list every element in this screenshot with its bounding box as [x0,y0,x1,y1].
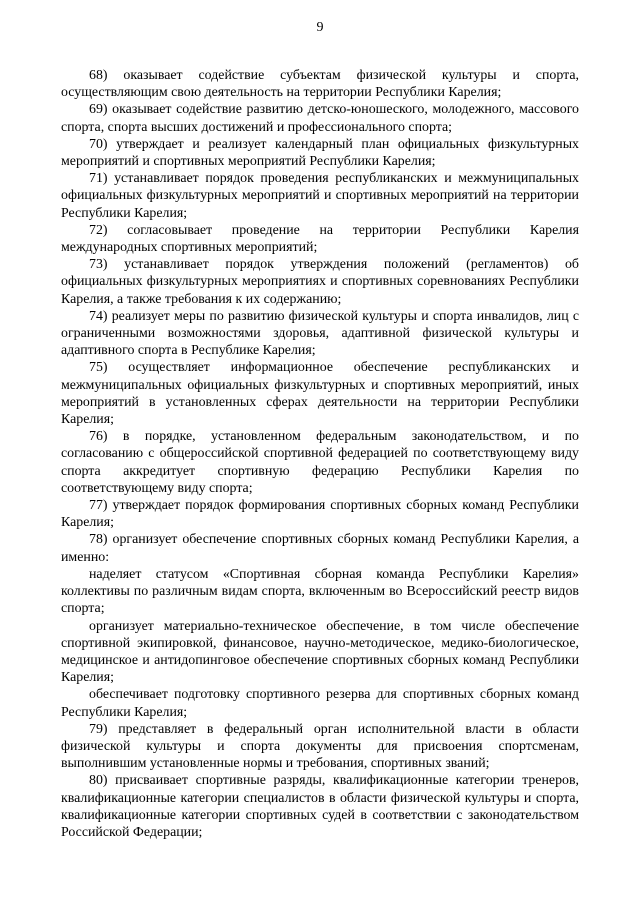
paragraph-76: 76) в порядке, установленном федеральным законодательством, и по согласованию с общероссийской спортивной федерацией по соответствующему виду спорта аккредитует спортивную федерацию Республики Карелия по соответствующему виду спорта; [61,429,579,496]
paragraph-78-item-status: наделяет статусом «Спортивная сборная команда Республики Карелия» коллективы по различным видам спорта, включенным во Всероссийский реестр видов спорта; [61,566,579,617]
page-number: 9 [316,20,324,35]
paragraph-78-item-reserve: обеспечивает подготовку спортивного резерва для спортивных сборных команд Республики Карелия; [61,687,579,720]
paragraph-80: 80) присваивает спортивные разряды, квалификационные категории тренеров, квалификационные категории специалистов в области физической культуры и спорта, квалификационные категории спортивных судей в соответствии с законодательством Российской Федерации; [61,773,579,840]
paragraph-79: 79) представляет в федеральный орган исполнительной власти в области физической культуры и спорта документы для присвоения спортсменам, выполнившим установленные нормы и требования, спортивных званий; [61,721,579,772]
paragraph-78: 78) организует обеспечение спортивных сборных команд Республики Карелия, а именно: [61,532,579,565]
paragraph-72: 72) согласовывает проведение на территории Республики Карелия международных спортивных мероприятий; [61,222,579,256]
paragraph-74: 74) реализует меры по развитию физической культуры и спорта инвалидов, лиц с ограниченными возможностями здоровья, адаптивной физической культуры и адаптивного спорта в Республике Карелия; [61,308,579,359]
paragraph-69: 69) оказывает содействие развитию детско-юношеского, молодежного, массового спорта, спорта высших достижений и профессионального спорта; [61,102,579,135]
paragraph-70: 70) утверждает и реализует календарный план официальных физкультурных мероприятий и спортивных мероприятий Республики Карелия; [61,136,579,170]
paragraph-78-item-support: организует материально-техническое обеспечение, в том числе обеспечение спортивной экипировкой, финансовое, научно-методическое, медико-биологическое, медицинское и антидопинговое обеспечение спортивных сборных команд Республики Карелия; [61,618,579,686]
paragraph-73: 73) устанавливает порядок утверждения положений (регламентов) об официальных физкультурных мероприятиях и спортивных соревнованиях Республики Карелия, а также требования к их содержанию; [61,257,579,307]
paragraph-71: 71) устанавливает порядок проведения республиканских и межмуниципальных официальных физкультурных мероприятий и спортивных мероприятий на территории Республики Карелия; [61,171,579,221]
paragraph-77: 77) утверждает порядок формирования спортивных сборных команд Республики Карелия; [61,498,579,531]
paragraph-68: 68) оказывает содействие субъектам физической культуры и спорта, осуществляющим свою деятельность на территории Республики Карелия; [61,68,579,101]
paragraph-75: 75) осуществляет информационное обеспечение республиканских и межмуниципальных официальных физкультурных и спортивных мероприятий, иных мероприятий в установленных сферах деятельности на территории Республики Карелия; [61,360,579,428]
document-body [61,67,579,841]
